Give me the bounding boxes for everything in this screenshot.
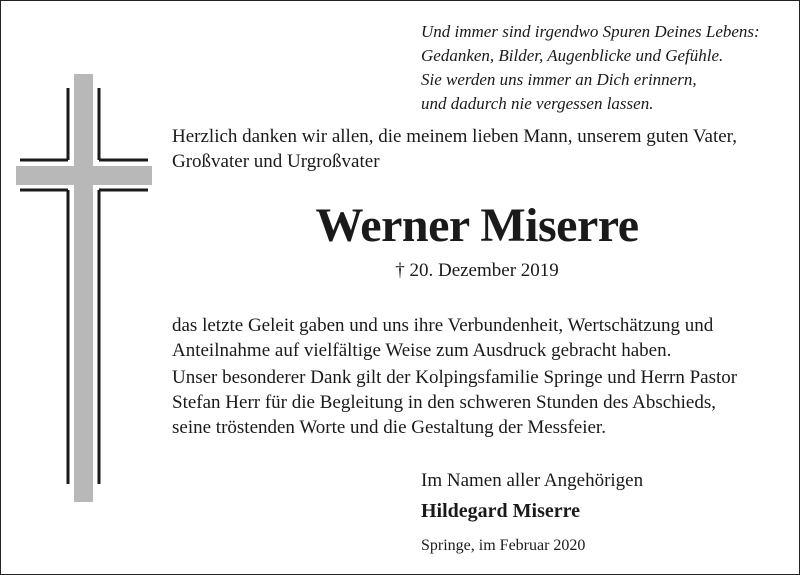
poem-line: und dadurch nie vergessen lassen. [421, 94, 654, 113]
body-line: das letzte Geleit gaben und uns ihre Verbundenheit, Wertschätzung und [172, 315, 714, 336]
signatory-name: Hildegard Miserre [421, 500, 581, 522]
intro-text [172, 124, 737, 174]
intro-line: Großvater und Urgroßvater [172, 151, 380, 172]
poem [421, 20, 760, 116]
thanks-paragraph-1 [172, 313, 713, 363]
body-line: seine tröstenden Worte und die Gestaltung der Messfeier. [172, 417, 606, 438]
intro-line: Herzlich danken wir allen, die meinem lieben Mann, unserem guten Vater, [172, 126, 737, 147]
poem-line: Gedanken, Bilder, Augenblicke und Gefühle. [421, 46, 724, 65]
poem-line: Und immer sind irgendwo Spuren Deines Lebens: [421, 22, 760, 41]
place-and-date: Springe, im Februar 2020 [421, 537, 586, 554]
on-behalf-text: Im Namen aller Angehörigen [421, 470, 644, 491]
body-line: Anteilnahme auf vielfältige Weise zum Ausdruck gebracht haben. [172, 340, 672, 361]
deceased-name: Werner Miserre [315, 199, 639, 252]
cross-fill [16, 74, 152, 502]
body-line: Stefan Herr für die Begleitung in den schweren Stunden des Abschieds, [172, 392, 717, 413]
thanks-paragraph-2 [172, 365, 737, 440]
poem-line: Sie werden uns immer an Dich erinnern, [421, 70, 697, 89]
death-date: † 20. Dezember 2019 [395, 260, 559, 281]
cross-icon [16, 74, 152, 502]
body-line: Unser besonderer Dank gilt der Kolpingsfamilie Springe und Herrn Pastor [172, 367, 738, 388]
